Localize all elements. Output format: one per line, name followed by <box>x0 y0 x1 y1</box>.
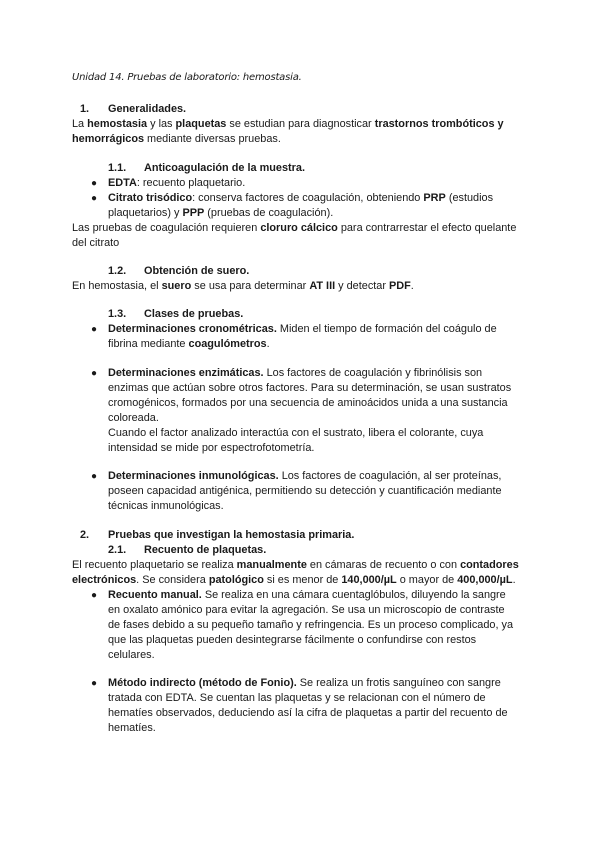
bullet-icon: ● <box>91 193 98 204</box>
bullet-citrato-line-2: plaquetarios) y PPP (pruebas de coagulación). <box>108 207 334 219</box>
subsection-1-2-title: Obtención de suero. <box>144 265 250 277</box>
bullet-icon: ● <box>91 324 98 335</box>
s1-1-paragraph-line-1: Las pruebas de coagulación requieren cloruro cálcico para contrarrestar el efecto quelante <box>72 222 517 234</box>
bullet-metodo-indirecto-line-1: Método indirecto (método de Fonio). Se realiza un frotis sanguíneo con sangre <box>108 677 501 689</box>
section-2-number: 2. <box>80 529 90 541</box>
bullet-recuento-manual-line-5: celulares. <box>108 649 155 661</box>
bullet-icon: ● <box>91 368 98 379</box>
bullet-enzimaticas-line-1: Determinaciones enzimáticas. Los factores de coagulación y fibrinólisis son <box>108 367 483 379</box>
unit-title: Unidad 14. Pruebas de laboratorio: hemostasia. <box>72 72 302 83</box>
bullet-metodo-indirecto-line-3: hematíes observados, deduciendo así la cifra de plaquetas a partir del recuento de <box>108 707 508 719</box>
bullet-enzimaticas-line-5: Cuando el factor analizado interactúa con el sustrato, libera el colorante, cuya <box>108 427 484 439</box>
bullet-icon: ● <box>91 678 98 689</box>
bullet-metodo-indirecto-line-2: tratada con EDTA. Se cuentan las plaquetas y se relacionan con el número de <box>108 692 486 704</box>
subsection-1-3-number: 1.3. <box>108 308 127 320</box>
subsection-1-3-title: Clases de pruebas. <box>144 308 244 320</box>
s2-1-paragraph-line-2: electrónicos. Se considera patológico si es menor de 140,000/µL o mayor de 400,000/µL. <box>72 574 516 586</box>
bullet-recuento-manual-line-1: Recuento manual. Se realiza en una cámara cuentaglóbulos, diluyendo la sangre <box>108 589 506 601</box>
section-1-number: 1. <box>80 103 90 115</box>
s2-1-paragraph-line-1: El recuento plaquetario se realiza manualmente en cámaras de recuento o con contadores <box>72 559 519 571</box>
bullet-recuento-manual-line-4: que las plaquetas pueden desintegrarse fácilmente o confundirse con restos <box>108 634 477 646</box>
s1-paragraph-line-2: hemorrágicos mediante diversas pruebas. <box>72 133 281 145</box>
subsection-2-1-number: 2.1. <box>108 544 127 556</box>
bullet-enzimaticas-line-4: coloreada. <box>108 412 159 424</box>
bullet-recuento-manual-line-2: en oxalato amónico para evitar la agregación. Se usa un microscopio de contraste <box>108 604 505 616</box>
subsection-1-1-title: Anticoagulación de la muestra. <box>144 162 305 174</box>
bullet-cronometricas-line-1: Determinaciones cronométricas. Miden el tiempo de formación del coágulo de <box>108 323 497 335</box>
s1-2-paragraph: En hemostasia, el suero se usa para determinar AT III y detectar PDF. <box>72 280 414 292</box>
bullet-enzimaticas-line-6: intensidad se mide por espectrofotometría. <box>108 442 315 454</box>
bullet-inmunologicas-line-2: poseen capacidad antigénica, permitiendo su detección y cuantificación mediante <box>108 485 502 497</box>
bullet-enzimaticas-line-3: cromogénicos, formados por una secuencia de aminoácidos unida a una sustancia <box>108 397 508 409</box>
bullet-icon: ● <box>91 471 98 482</box>
subsection-1-2-number: 1.2. <box>108 265 127 277</box>
bullet-cronometricas-line-2: fibrina mediante coagulómetros. <box>108 338 270 350</box>
subsection-2-1-title: Recuento de plaquetas. <box>144 544 267 556</box>
bullet-icon: ● <box>91 178 98 189</box>
bullet-inmunologicas-line-1: Determinaciones inmunológicas. Los factores de coagulación, al ser proteínas, <box>108 470 502 482</box>
bullet-metodo-indirecto-line-4: hematíes. <box>108 722 156 734</box>
section-1-title: Generalidades. <box>108 103 187 115</box>
bullet-icon: ● <box>91 590 98 601</box>
bullet-recuento-manual-line-3: de fases debido a su pequeño tamaño y refringencia. Es un proceso complicado, ya <box>108 619 514 631</box>
s1-1-paragraph-line-2: del citrato <box>72 237 120 249</box>
bullet-edta: EDTA: recuento plaquetario. <box>108 177 246 189</box>
bullet-enzimaticas-line-2: enzimas que actúan sobre otros factores. Para su determinación, se usan sustratos <box>108 382 512 394</box>
subsection-1-1-number: 1.1. <box>108 162 127 174</box>
section-2-title: Pruebas que investigan la hemostasia primaria. <box>108 529 355 541</box>
bullet-citrato-line-1: Citrato trisódico: conserva factores de coagulación, obteniendo PRP (estudios <box>108 192 494 204</box>
s1-paragraph-line-1: La hemostasia y las plaquetas se estudian para diagnosticar trastornos trombóticos y <box>72 118 504 130</box>
bullet-inmunologicas-line-3: técnicas inmunológicas. <box>108 500 224 512</box>
